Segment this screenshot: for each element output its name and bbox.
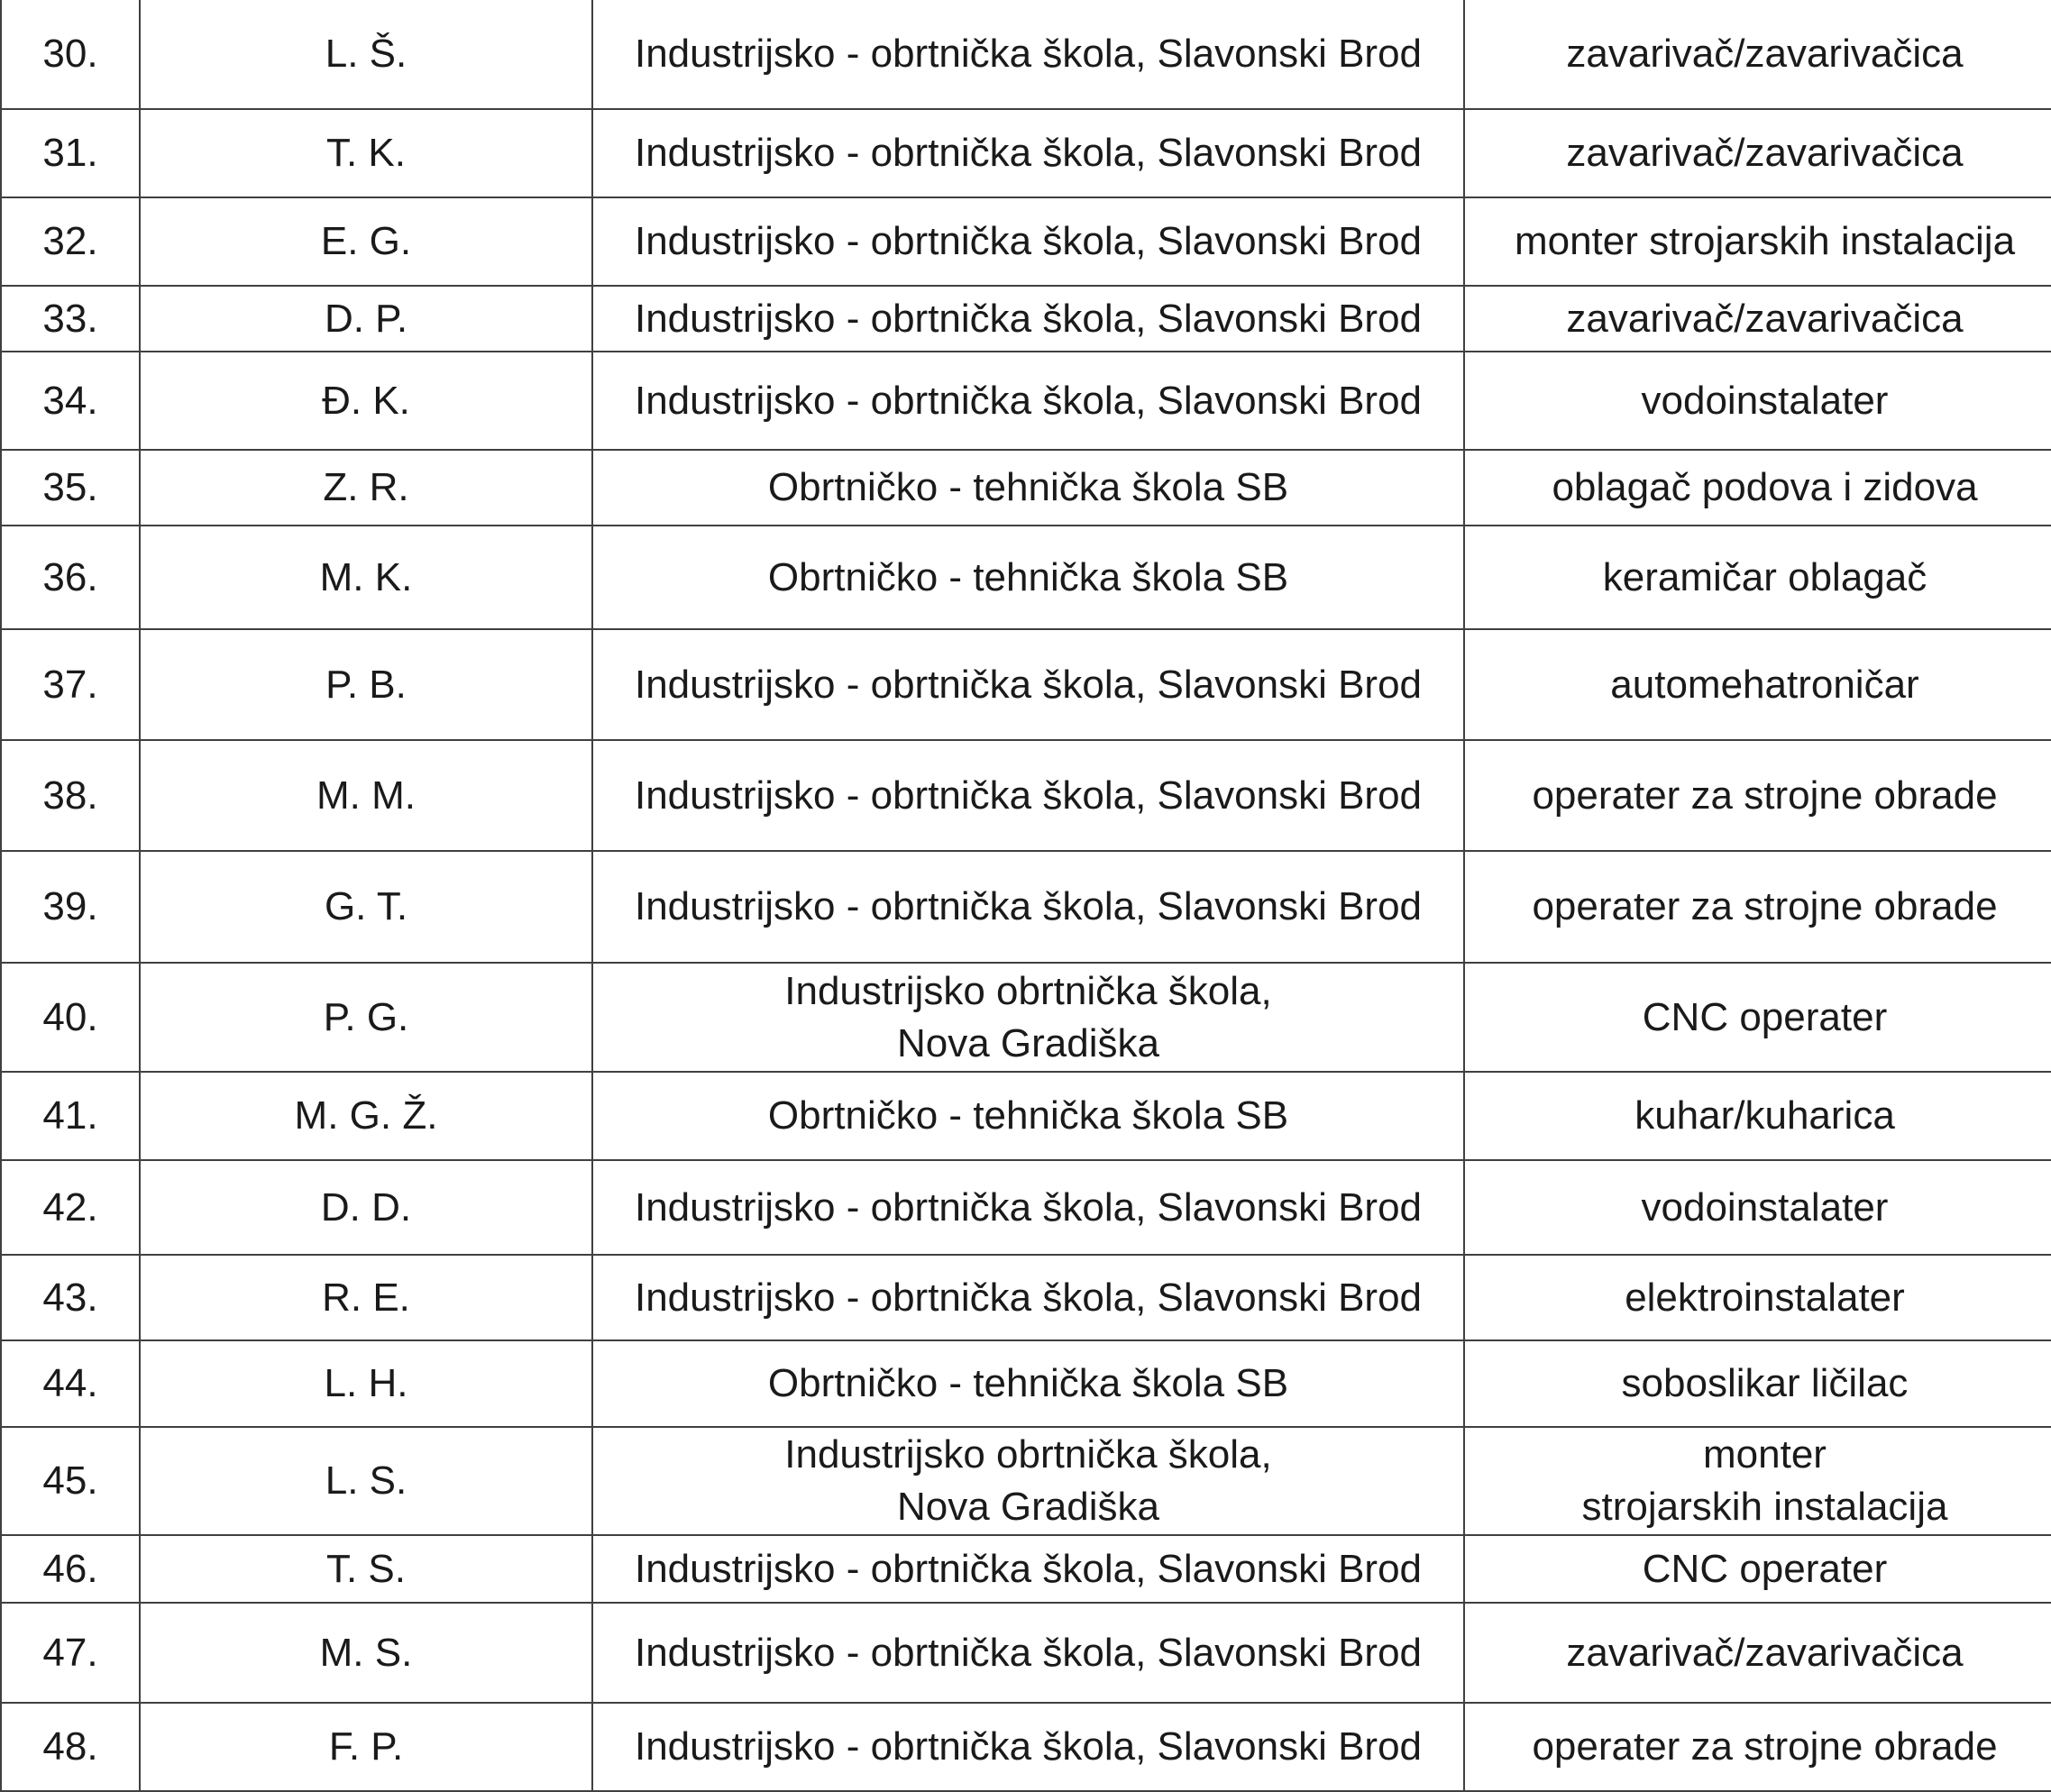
row-number: 39. [1, 851, 140, 963]
table-row [1, 629, 2051, 740]
row-number: 35. [1, 450, 140, 526]
occupation: keramičar oblagač [1464, 526, 2051, 629]
row-number: 41. [1, 1072, 140, 1160]
table-row [1, 286, 2051, 352]
occupation: oblagač podova i zidova [1464, 450, 2051, 526]
school-name [592, 1427, 1464, 1535]
table-row [1, 1535, 2051, 1603]
person-initials: T. K. [140, 109, 592, 197]
row-number: 45. [1, 1427, 140, 1535]
table-row [1, 1072, 2051, 1160]
school-name: Industrijsko - obrtnička škola, Slavonski Brod [592, 1603, 1464, 1703]
occupation: operater za strojne obrade [1464, 851, 2051, 963]
school-name: Obrtničko - tehnička škola SB [592, 1072, 1464, 1160]
occupation-line: strojarskih instalacija [1581, 1485, 1948, 1529]
row-number: 46. [1, 1535, 140, 1603]
row-number: 42. [1, 1160, 140, 1255]
school-name: Industrijsko - obrtnička škola, Slavonski Brod [592, 0, 1464, 109]
person-initials: P. B. [140, 629, 592, 740]
school-name: Industrijsko - obrtnička škola, Slavonski Brod [592, 1255, 1464, 1340]
table-row [1, 526, 2051, 629]
person-initials: T. S. [140, 1535, 592, 1603]
occupation: monter strojarskih instalacija [1464, 197, 2051, 286]
row-number: 43. [1, 1255, 140, 1340]
occupation: zavarivač/zavarivačica [1464, 286, 2051, 352]
row-number: 30. [1, 0, 140, 109]
occupation [1464, 1427, 2051, 1535]
person-initials: M. G. Ž. [140, 1072, 592, 1160]
school-name: Obrtničko - tehnička škola SB [592, 1340, 1464, 1427]
row-number: 40. [1, 963, 140, 1072]
school-name: Industrijsko - obrtnička škola, Slavonski Brod [592, 740, 1464, 851]
occupation: zavarivač/zavarivačica [1464, 1603, 2051, 1703]
occupation: elektroinstalater [1464, 1255, 2051, 1340]
occupation: automehatroničar [1464, 629, 2051, 740]
person-initials: R. E. [140, 1255, 592, 1340]
school-name-line: Nova Gradiška [896, 1020, 1159, 1065]
school-name: Industrijsko - obrtnička škola, Slavonski Brod [592, 851, 1464, 963]
person-initials: M. S. [140, 1603, 592, 1703]
person-initials: G. T. [140, 851, 592, 963]
person-initials: D. P. [140, 286, 592, 352]
school-name: Industrijsko - obrtnička škola, Slavonski Brod [592, 352, 1464, 450]
occupation: soboslikar ličilac [1464, 1340, 2051, 1427]
row-number: 37. [1, 629, 140, 740]
school-name: Industrijsko - obrtnička škola, Slavonski Brod [592, 197, 1464, 286]
person-initials: Z. R. [140, 450, 592, 526]
table-row [1, 352, 2051, 450]
table-row [1, 109, 2051, 197]
table-row [1, 1427, 2051, 1535]
row-number: 31. [1, 109, 140, 197]
table-row [1, 197, 2051, 286]
school-name: Industrijsko - obrtnička škola, Slavonski Brod [592, 286, 1464, 352]
school-name-line: Industrijsko obrtnička škola, [784, 968, 1272, 1013]
person-initials: F. P. [140, 1703, 592, 1791]
occupation: operater za strojne obrade [1464, 740, 2051, 851]
table-row [1, 851, 2051, 963]
row-number: 47. [1, 1603, 140, 1703]
table-row [1, 1603, 2051, 1703]
school-name [592, 963, 1464, 1072]
school-name: Industrijsko - obrtnička škola, Slavonski Brod [592, 1703, 1464, 1791]
table-row [1, 1160, 2051, 1255]
occupation: zavarivač/zavarivačica [1464, 109, 2051, 197]
occupation: vodoinstalater [1464, 352, 2051, 450]
occupation: CNC operater [1464, 1535, 2051, 1603]
occupation: operater za strojne obrade [1464, 1703, 2051, 1791]
table-row [1, 450, 2051, 526]
person-initials: M. M. [140, 740, 592, 851]
school-name: Obrtničko - tehnička škola SB [592, 526, 1464, 629]
person-initials: D. D. [140, 1160, 592, 1255]
row-number: 38. [1, 740, 140, 851]
row-number: 33. [1, 286, 140, 352]
table-row [1, 740, 2051, 851]
school-name-line: Industrijsko obrtnička škola, [784, 1432, 1272, 1477]
occupation-line: monter [1703, 1432, 1827, 1477]
person-initials: P. G. [140, 963, 592, 1072]
row-number: 34. [1, 352, 140, 450]
person-initials: L. Š. [140, 0, 592, 109]
person-initials: L. S. [140, 1427, 592, 1535]
school-name: Obrtničko - tehnička škola SB [592, 450, 1464, 526]
school-name: Industrijsko - obrtnička škola, Slavonski Brod [592, 109, 1464, 197]
row-number: 36. [1, 526, 140, 629]
row-number: 32. [1, 197, 140, 286]
occupation: zavarivač/zavarivačica [1464, 0, 2051, 109]
table-row [1, 1340, 2051, 1427]
person-initials: E. G. [140, 197, 592, 286]
table-row [1, 1703, 2051, 1791]
table-row [1, 963, 2051, 1072]
occupation: kuhar/kuharica [1464, 1072, 2051, 1160]
person-initials: L. H. [140, 1340, 592, 1427]
person-initials: Đ. K. [140, 352, 592, 450]
occupation: vodoinstalater [1464, 1160, 2051, 1255]
row-number: 44. [1, 1340, 140, 1427]
school-name: Industrijsko - obrtnička škola, Slavonski Brod [592, 1535, 1464, 1603]
table-row [1, 0, 2051, 109]
school-name: Industrijsko - obrtnička škola, Slavonski Brod [592, 1160, 1464, 1255]
row-number: 48. [1, 1703, 140, 1791]
occupation: CNC operater [1464, 963, 2051, 1072]
school-name-line: Nova Gradiška [896, 1485, 1159, 1529]
school-name: Industrijsko - obrtnička škola, Slavonski Brod [592, 629, 1464, 740]
table-row [1, 1255, 2051, 1340]
person-initials: M. K. [140, 526, 592, 629]
